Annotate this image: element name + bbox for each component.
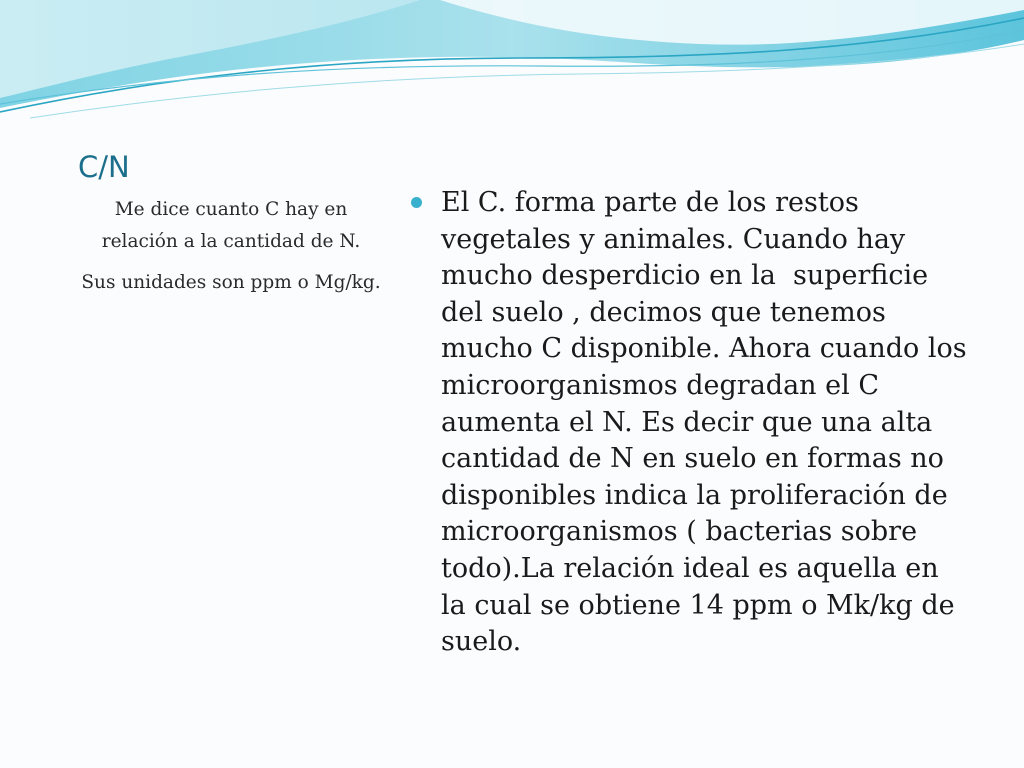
header-wave-decoration (0, 0, 1024, 130)
left-paragraph-1: Me dice cuanto C hay en relación a la cantidad de N. (101, 199, 361, 252)
bullet-item (408, 185, 976, 661)
bullet-text: El C. forma parte de los restos vegetales y animales. Cuando hay mucho desperdicio en la superficie del suelo , decimos que tenemos mucho C disponible. Ahora cuando los microorganismos degradan el C aumenta el N. Es decir que una alta cantidad de N en suelo en formas no disponibles indica la proliferación de microorganismos ( bacterias sobre todo).La relación ideal es aquella en la cual se obtiene 14 ppm o Mk/kg de suelo. (441, 187, 976, 658)
left-paragraph-2: Sus unidades son ppm o Mg/kg. (81, 272, 381, 293)
left-text-block (78, 194, 384, 308)
bullet-dot-icon (411, 197, 422, 208)
slide-title: C/N (78, 150, 130, 184)
content-block (408, 185, 976, 661)
